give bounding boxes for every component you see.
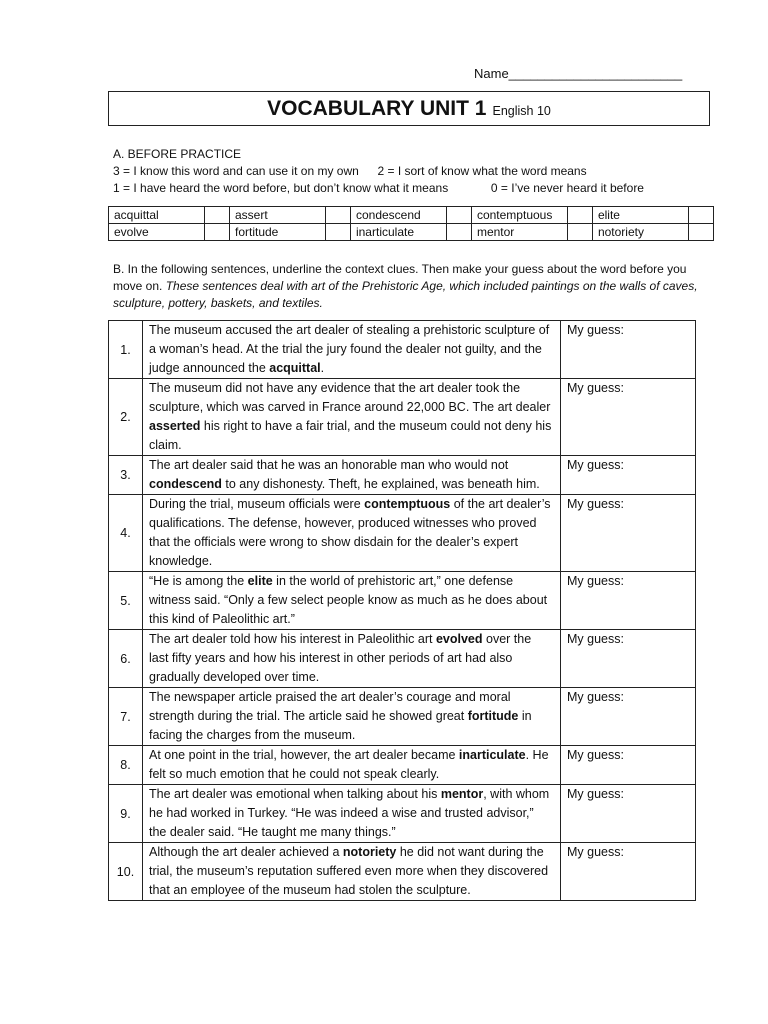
sentence-row: [109, 785, 696, 843]
rating-box[interactable]: [568, 224, 593, 241]
word-cell: evolve: [109, 224, 205, 241]
word-cell: notoriety: [592, 224, 688, 241]
sentence-row: [109, 688, 696, 746]
sentence-text: [143, 746, 561, 785]
guess-label: My guess:: [567, 787, 624, 801]
guess-cell[interactable]: [561, 495, 696, 572]
sentence-text-before: The art dealer told how his interest in Paleolithic art: [149, 632, 436, 646]
sentence-row: [109, 321, 696, 379]
sentence-text-before: The museum accused the art dealer of stealing a prehistoric sculpture of a woman’s head. At the trial the jury found the dealer not guilty, and the judge announced the: [149, 323, 550, 375]
sentence-text-after: to any dishonesty. Theft, he explained, was beneath him.: [221, 477, 540, 491]
sentence-text: [143, 572, 561, 630]
word-cell: elite: [592, 207, 688, 224]
sentence-text-after: he did not want during the trial, the museum’s reputation suffered even more when they discovered that an employee of the museum had stolen the sculpture.: [149, 845, 549, 897]
page-title: VOCABULARY UNIT 1: [267, 96, 487, 120]
word-rating-grid: [108, 206, 714, 241]
vocab-word: elite: [247, 574, 273, 588]
guess-label: My guess:: [567, 845, 624, 859]
rating-box[interactable]: [447, 224, 472, 241]
rating-box[interactable]: [326, 207, 351, 224]
sentence-number: 4.: [109, 495, 143, 572]
sentence-row: [109, 843, 696, 901]
sentence-number: 5.: [109, 572, 143, 630]
guess-label: My guess:: [567, 458, 624, 472]
sentence-text-after: . He felt so much emotion that he could not speak clearly.: [149, 748, 549, 781]
sentence-text-before: Although the art dealer achieved a: [149, 845, 343, 859]
rating-box[interactable]: [689, 207, 714, 224]
rating-box[interactable]: [689, 224, 714, 241]
sentence-text: [143, 843, 561, 901]
guess-cell[interactable]: [561, 785, 696, 843]
sentence-text: [143, 379, 561, 456]
section-b-note: These sentences deal with art of the Prehistoric Age, which included paintings on the walls of caves, sculpture, pottery, baskets, and textiles.: [113, 279, 698, 310]
sentence-text-before: The museum did not have any evidence that the art dealer took the sculpture, which was carved in France around 22,000 BC. The art dealer: [149, 381, 551, 414]
guess-cell[interactable]: [561, 379, 696, 456]
word-grid-row: [109, 224, 714, 241]
vocab-word: inarticulate: [458, 748, 526, 762]
before-practice-heading: A. BEFORE PRACTICE: [113, 147, 242, 161]
sentence-number: 7.: [109, 688, 143, 746]
sentence-row: [109, 456, 696, 495]
scale-row-2: [113, 180, 644, 197]
sentence-text-after: of the art dealer’s qualifications. The defense, however, produced witnesses who proved that the officials were wrong to show disdain for the dealer’s expert knowledge.: [149, 497, 551, 568]
sentence-text-after: his right to have a fair trial, and the museum could not deny his claim.: [149, 419, 552, 452]
name-field[interactable]: Name________________________: [474, 66, 683, 81]
guess-cell[interactable]: [561, 746, 696, 785]
sentence-row: [109, 379, 696, 456]
sentence-text-before: The art dealer said that he was an honorable man who would not: [149, 458, 509, 472]
word-cell: assert: [229, 207, 325, 224]
sentence-table: [108, 320, 696, 901]
word-cell: condescend: [350, 207, 446, 224]
section-b-heading: B. In the following sentences, underline the context clues. Then make your guess about the word before you move on.: [113, 262, 687, 293]
title-box: [108, 91, 710, 126]
scale-2-label: 2 = I sort of know what the word means: [377, 164, 587, 178]
word-cell: acquittal: [109, 207, 205, 224]
page-subtitle: English 10: [492, 103, 551, 118]
vocab-word: fortitude: [467, 709, 519, 723]
sentence-number: 10.: [109, 843, 143, 901]
sentence-number: 9.: [109, 785, 143, 843]
sentence-text-before: The art dealer was emotional when talking about his: [149, 787, 441, 801]
rating-box[interactable]: [447, 207, 472, 224]
vocab-word: condescend: [149, 477, 222, 491]
guess-label: My guess:: [567, 632, 624, 646]
vocab-word: contemptuous: [364, 497, 451, 511]
rating-box[interactable]: [568, 207, 593, 224]
sentence-text: [143, 456, 561, 495]
sentence-text-before: At one point in the trial, however, the art dealer became: [149, 748, 459, 762]
guess-label: My guess:: [567, 323, 624, 337]
word-grid-row: [109, 207, 714, 224]
vocab-word: acquittal: [269, 361, 321, 375]
sentence-row: [109, 746, 696, 785]
word-cell: inarticulate: [350, 224, 446, 241]
guess-label: My guess:: [567, 381, 624, 395]
sentence-text-before: “He is among the: [149, 574, 248, 588]
sentence-text: [143, 785, 561, 843]
guess-label: My guess:: [567, 497, 624, 511]
guess-cell[interactable]: [561, 688, 696, 746]
guess-label: My guess:: [567, 690, 624, 704]
scale-3-label: 3 = I know this word and can use it on my own: [113, 164, 359, 178]
sentence-number: 2.: [109, 379, 143, 456]
guess-cell[interactable]: [561, 843, 696, 901]
vocab-word: asserted: [149, 419, 201, 433]
scale-1-label: 1 = I have heard the word before, but don’t know what it means: [113, 181, 449, 195]
sentence-text-after: in the world of prehistoric art,” one defense witness said. “Only a few select people know as much as he does about this kind of Paleolithic art.”: [149, 574, 548, 626]
sentence-number: 6.: [109, 630, 143, 688]
guess-label: My guess:: [567, 574, 624, 588]
scale-0-label: 0 = I’ve never heard it before: [490, 181, 644, 195]
guess-cell[interactable]: [561, 572, 696, 630]
sentence-text-after: over the last fifty years and how his interest in other periods of art had also gradually developed over time.: [149, 632, 532, 684]
sentence-text-after: .: [320, 361, 325, 375]
word-cell: fortitude: [229, 224, 325, 241]
word-cell: contemptuous: [471, 207, 567, 224]
sentence-text: [143, 630, 561, 688]
scale-row-1: [113, 163, 644, 180]
sentence-number: 3.: [109, 456, 143, 495]
before-practice-section: [113, 146, 644, 197]
sentence-text: [143, 321, 561, 379]
vocab-word: evolved: [435, 632, 483, 646]
sentence-row: [109, 495, 696, 572]
sentence-text: [143, 495, 561, 572]
section-b-instructions: [113, 261, 713, 312]
sentence-number: 1.: [109, 321, 143, 379]
sentence-text-after: , with whom he had worked in Turkey. “He was indeed a wise and trusted advisor,” the dealer said. “He taught me many things.”: [149, 787, 550, 839]
sentence-text: [143, 688, 561, 746]
rating-box[interactable]: [326, 224, 351, 241]
vocab-word: notoriety: [342, 845, 397, 859]
sentence-number: 8.: [109, 746, 143, 785]
sentence-text-before: The newspaper article praised the art dealer’s courage and moral strength during the trial. The article said he showed great: [149, 690, 511, 723]
vocab-word: mentor: [440, 787, 484, 801]
word-cell: mentor: [471, 224, 567, 241]
sentence-text-after: in facing the charges from the museum.: [149, 709, 532, 742]
guess-cell[interactable]: [561, 321, 696, 379]
sentence-row: [109, 572, 696, 630]
rating-box[interactable]: [205, 224, 230, 241]
guess-cell[interactable]: [561, 456, 696, 495]
guess-cell[interactable]: [561, 630, 696, 688]
sentence-text-before: During the trial, museum officials were: [149, 497, 365, 511]
sentence-row: [109, 630, 696, 688]
guess-label: My guess:: [567, 748, 624, 762]
rating-box[interactable]: [205, 207, 230, 224]
